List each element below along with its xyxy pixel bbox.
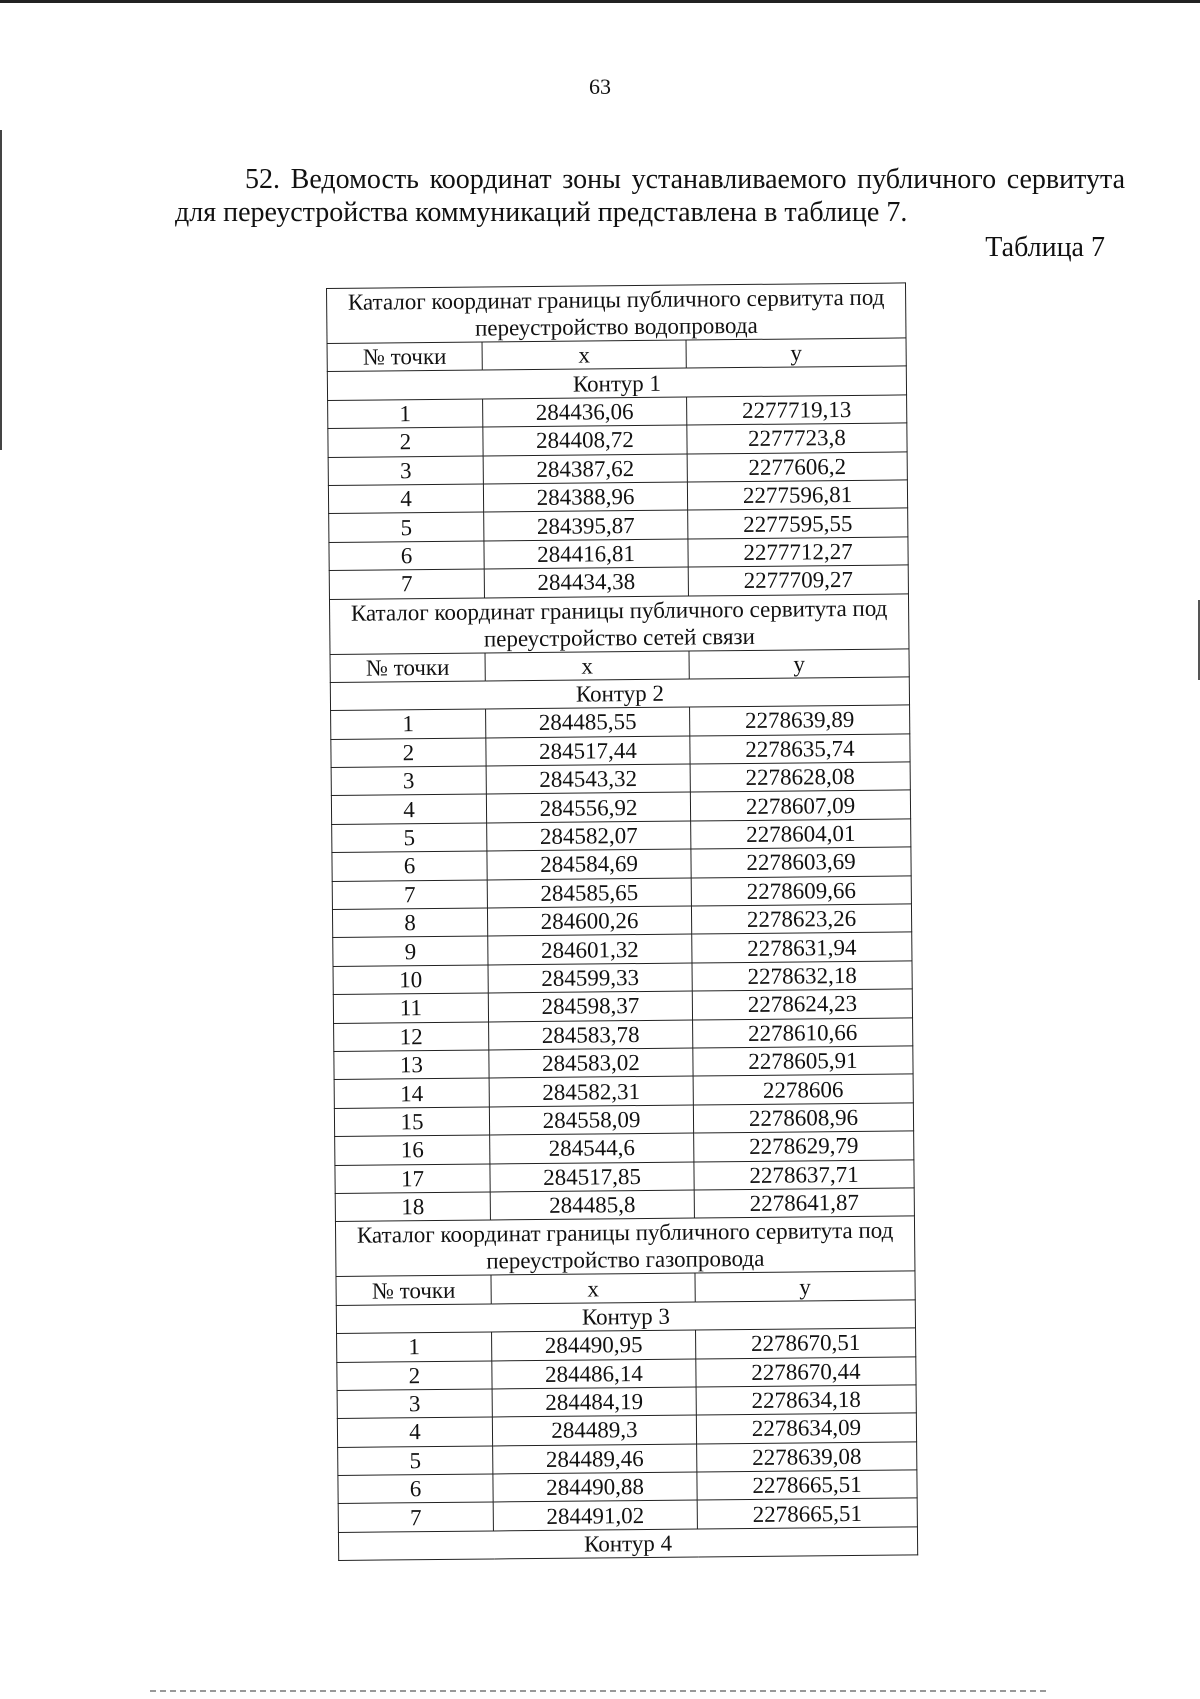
- x-coordinate-cell: 284584,69: [487, 849, 691, 879]
- point-number-cell: 2: [328, 427, 483, 457]
- point-number-cell: 7: [329, 569, 484, 599]
- y-coordinate-cell: 2278670,51: [696, 1328, 916, 1359]
- x-coordinate-cell: 284388,96: [483, 482, 687, 512]
- point-number-cell: 1: [337, 1332, 492, 1362]
- x-coordinate-cell: 284491,02: [493, 1500, 697, 1530]
- page-number: 63: [589, 74, 611, 99]
- point-number-cell: 6: [332, 851, 487, 881]
- y-coordinate-cell: 2277712,27: [688, 537, 908, 568]
- point-number-cell: 4: [328, 484, 483, 514]
- scan-edge-top: [0, 0, 1200, 3]
- point-number-cell: 8: [332, 908, 487, 938]
- y-coordinate-cell: 2278665,51: [697, 1498, 917, 1529]
- y-coordinate-cell: 2278605,91: [693, 1046, 913, 1077]
- y-coordinate-cell: 2278610,66: [693, 1017, 913, 1048]
- point-number-cell: 18: [335, 1192, 490, 1222]
- y-coordinate-cell: 2278628,08: [690, 762, 910, 793]
- catalog-title: Каталог координат границы публичного сервитута под переустройство газопровода: [335, 1216, 915, 1277]
- point-number-cell: 4: [331, 794, 486, 824]
- column-header-x: x: [485, 651, 689, 681]
- x-coordinate-cell: 284583,78: [489, 1020, 693, 1050]
- point-number-cell: 17: [335, 1164, 490, 1194]
- x-coordinate-cell: 284517,44: [486, 736, 690, 766]
- y-coordinate-cell: 2277709,27: [688, 565, 908, 596]
- x-coordinate-cell: 284416,81: [484, 539, 688, 569]
- y-coordinate-cell: 2278641,87: [694, 1188, 914, 1219]
- x-coordinate-cell: 284489,3: [492, 1415, 696, 1445]
- y-coordinate-cell: 2278631,94: [692, 932, 912, 963]
- x-coordinate-cell: 284558,09: [489, 1105, 693, 1135]
- column-header-y: y: [695, 1271, 915, 1302]
- point-number-cell: 5: [329, 512, 484, 542]
- contour-title: Контур 4: [338, 1527, 917, 1561]
- point-number-cell: 7: [338, 1502, 493, 1532]
- x-coordinate-cell: 284436,06: [483, 397, 687, 427]
- point-number-cell: 12: [334, 1022, 489, 1052]
- point-number-cell: 2: [337, 1360, 492, 1390]
- point-number-cell: 2: [331, 738, 486, 768]
- x-coordinate-cell: 284484,19: [492, 1387, 696, 1417]
- y-coordinate-cell: 2278670,44: [696, 1356, 916, 1387]
- contour-title: Контур 3: [336, 1300, 915, 1334]
- column-header-x: x: [491, 1273, 695, 1303]
- point-number-cell: 13: [334, 1050, 489, 1080]
- column-header-x: x: [482, 340, 686, 370]
- intro-paragraph: [175, 163, 1125, 229]
- y-coordinate-cell: 2278624,23: [692, 989, 912, 1020]
- y-coordinate-cell: 2278606: [693, 1074, 913, 1105]
- coordinates-table-container: [326, 282, 917, 1561]
- point-number-cell: 14: [334, 1078, 489, 1108]
- y-coordinate-cell: 2277719,13: [687, 395, 907, 426]
- point-number-cell: 3: [331, 766, 486, 796]
- catalog-title: Каталог координат границы публичного сервитута под переустройство сетей связи: [329, 593, 909, 654]
- point-number-cell: 4: [337, 1417, 492, 1447]
- y-coordinate-cell: 2278635,74: [690, 734, 910, 765]
- y-coordinate-cell: 2278637,71: [694, 1159, 914, 1190]
- x-coordinate-cell: 284585,65: [487, 878, 691, 908]
- point-number-cell: 3: [337, 1389, 492, 1419]
- x-coordinate-cell: 284582,07: [487, 821, 691, 851]
- point-number-cell: 10: [333, 965, 488, 995]
- column-header-y: y: [686, 338, 906, 369]
- catalog-header-row: [335, 1216, 915, 1277]
- point-number-cell: 9: [333, 936, 488, 966]
- y-coordinate-cell: 2277596,81: [687, 480, 907, 511]
- catalog-title: Каталог координат границы публичного сервитута под переустройство водопровода: [327, 283, 907, 344]
- y-coordinate-cell: 2278609,66: [691, 876, 911, 907]
- x-coordinate-cell: 284601,32: [488, 934, 692, 964]
- y-coordinate-cell: 2278634,09: [696, 1413, 916, 1444]
- y-coordinate-cell: 2278604,01: [691, 819, 911, 850]
- scan-edge-left: [0, 130, 2, 450]
- y-coordinate-cell: 2278639,08: [697, 1442, 917, 1473]
- contour-header-row: [338, 1527, 917, 1561]
- column-header-point: № точки: [327, 342, 482, 372]
- coordinates-table-body: [327, 283, 918, 1561]
- x-coordinate-cell: 284517,85: [490, 1162, 694, 1192]
- point-number-cell: 1: [328, 399, 483, 429]
- x-coordinate-cell: 284598,37: [488, 991, 692, 1021]
- y-coordinate-cell: 2278632,18: [692, 961, 912, 992]
- point-number-cell: 5: [338, 1446, 493, 1476]
- x-coordinate-cell: 284434,38: [484, 567, 688, 597]
- point-number-cell: 1: [331, 709, 486, 739]
- x-coordinate-cell: 284582,31: [489, 1076, 693, 1106]
- contour-title: Контур 1: [327, 366, 906, 400]
- y-coordinate-cell: 2278639,89: [690, 705, 910, 736]
- x-coordinate-cell: 284556,92: [486, 792, 690, 822]
- catalog-header-row: [327, 283, 907, 344]
- point-number-cell: 15: [334, 1107, 489, 1137]
- y-coordinate-cell: 2277723,8: [687, 423, 907, 454]
- y-coordinate-cell: 2278623,26: [691, 904, 911, 935]
- y-coordinate-cell: 2278634,18: [696, 1385, 916, 1416]
- x-coordinate-cell: 284600,26: [487, 906, 691, 936]
- x-coordinate-cell: 284485,8: [490, 1190, 694, 1220]
- y-coordinate-cell: 2278629,79: [694, 1131, 914, 1162]
- point-number-cell: 11: [333, 993, 488, 1023]
- scan-edge-bottom: [150, 1690, 1050, 1692]
- contour-title: Контур 2: [330, 677, 909, 711]
- y-coordinate-cell: 2277595,55: [688, 508, 908, 539]
- x-coordinate-cell: 284395,87: [484, 510, 688, 540]
- point-number-cell: 3: [328, 456, 483, 486]
- y-coordinate-cell: 2278608,96: [693, 1103, 913, 1134]
- x-coordinate-cell: 284583,02: [489, 1048, 693, 1078]
- column-header-point: № точки: [330, 653, 485, 683]
- point-number-cell: 7: [332, 880, 487, 910]
- x-coordinate-cell: 284599,33: [488, 963, 692, 993]
- x-coordinate-cell: 284486,14: [492, 1358, 696, 1388]
- catalog-header-row: [329, 593, 909, 654]
- intro-paragraph-text: 52. Ведомость координат зоны устанавливаемого публичного сервитута для переустройства коммуникаций представлена в таблице 7.: [175, 164, 1125, 228]
- point-number-cell: 6: [338, 1474, 493, 1504]
- x-coordinate-cell: 284408,72: [483, 425, 687, 455]
- x-coordinate-cell: 284490,95: [492, 1330, 696, 1360]
- table-label: Таблица 7: [985, 232, 1105, 263]
- point-number-cell: 16: [335, 1135, 490, 1165]
- x-coordinate-cell: 284544,6: [490, 1133, 694, 1163]
- y-coordinate-cell: 2277606,2: [687, 451, 907, 482]
- y-coordinate-cell: 2278607,09: [690, 790, 910, 821]
- x-coordinate-cell: 284490,88: [493, 1472, 697, 1502]
- y-coordinate-cell: 2278603,69: [691, 847, 911, 878]
- x-coordinate-cell: 284387,62: [483, 454, 687, 484]
- y-coordinate-cell: 2278665,51: [697, 1470, 917, 1501]
- column-header-y: y: [689, 648, 909, 679]
- x-coordinate-cell: 284489,46: [493, 1444, 697, 1474]
- x-coordinate-cell: 284485,55: [486, 707, 690, 737]
- point-number-cell: 5: [332, 823, 487, 853]
- coordinates-table: [326, 282, 918, 1561]
- x-coordinate-cell: 284543,32: [486, 764, 690, 794]
- column-header-point: № точки: [336, 1275, 491, 1305]
- point-number-cell: 6: [329, 541, 484, 571]
